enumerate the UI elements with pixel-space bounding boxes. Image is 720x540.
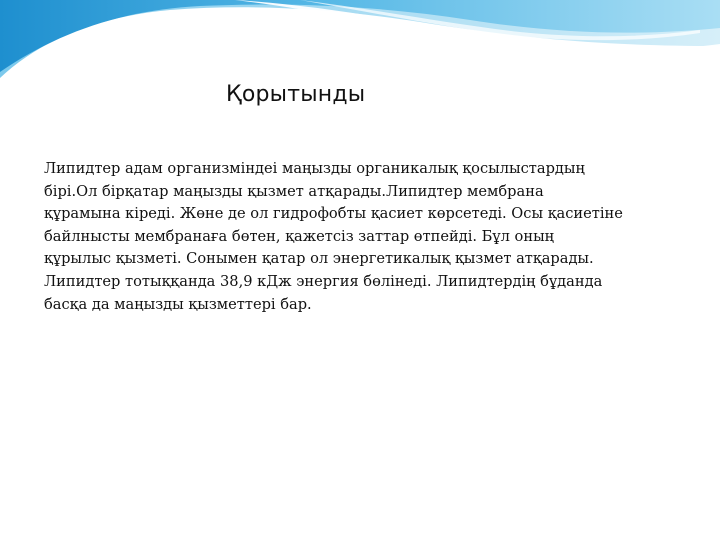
body-line: құрылыс қызметі. Сонымен қатар ол энергетикалық қызмет атқарады. [44,250,594,268]
slide-title: Қорытынды [226,82,366,107]
body-line: байлнысты мембранаға бөтен, қажетсіз заттар өтпейді. Бұл оның [44,227,555,245]
header-wave-decoration [0,0,720,90]
body-line: бірі.Ол бірқатар маңызды қызмет атқарады.Липидтер мембрана [44,182,544,200]
body-line: құрамына кіреді. Жөне де ол гидрофобты қасиет көрсетеді. Осы қасиетіне [44,205,623,223]
slide-body-paragraph [44,158,674,316]
body-line: басқа да маңызды қызметтері бар. [44,295,312,313]
body-line: Липидтер адам организміндеі маңызды органикалық қосылыстардың [44,160,585,177]
body-line: Липидтер тотыққанда 38,9 кДж энергия бөлінеді. Липидтердің бұданда [44,272,603,290]
